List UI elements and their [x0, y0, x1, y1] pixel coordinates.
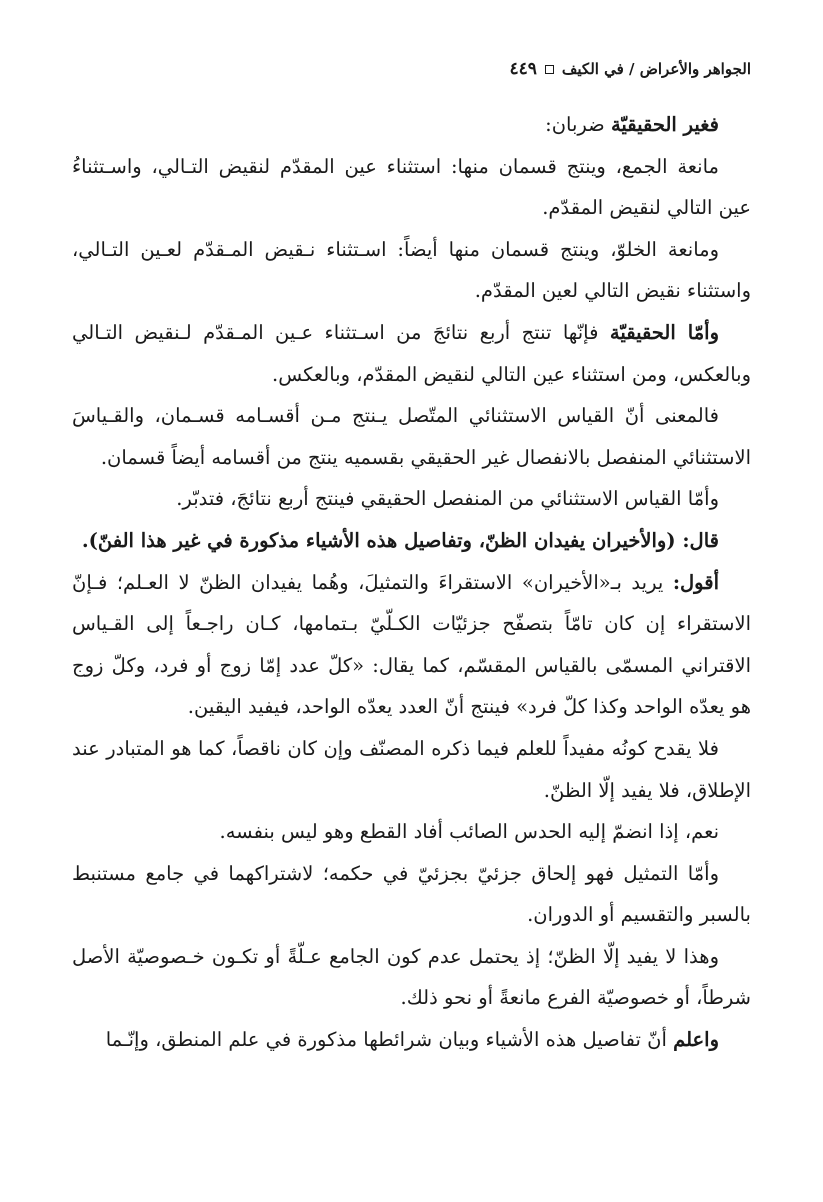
paragraph: [72, 936, 751, 1019]
paragraph-text: مانعة الجمع، وينتج قسمان منها: استثناء عين المقدّم لنقيض التـالي، واسـتثناءُ عين التالي لنقيض المقدّم.: [72, 154, 751, 220]
paragraph-text: (والأخيران يفيدان الظنّ، وتفاصيل هذه الأشياء مذكورة في غير هذا الفنّ).: [81, 528, 683, 552]
paragraph: [72, 146, 751, 229]
paragraph-lead: وأمّا الحقيقيّة: [609, 320, 719, 344]
running-header: [72, 52, 751, 86]
paragraph-lead: قال:: [682, 528, 719, 552]
paragraph: [72, 478, 751, 520]
paragraph: [72, 312, 751, 395]
paragraph-lead: واعلم: [673, 1028, 719, 1052]
paragraph: [72, 728, 751, 811]
paragraph: [72, 395, 751, 478]
paragraph-text: أنّ تفاصيل هذه الأشياء وبيان شرائطها مذكورة في علم المنطق، وإنّـما: [105, 1028, 674, 1052]
paragraph-text: وأمّا التمثيل فهو إلحاق جزئيّ بجزئيّ في حكمه؛ لاشتراكهما في جامع مستنبط بالسبر والتقسيم أو الدوران.: [72, 861, 751, 927]
page-number: ٤٤٩: [509, 59, 537, 79]
paragraph: [72, 104, 751, 146]
paragraph-text: وأمّا القياس الاستثنائي من المنفصل الحقيقي فينتج أربع نتائجَ، فتدبّر.: [176, 487, 719, 511]
paragraph-lead: فغير الحقيقيّة: [610, 113, 719, 136]
paragraph: [72, 562, 751, 728]
quoted-matn: [72, 520, 751, 562]
running-header-title: الجواهر والأعراض / في الكيف: [561, 60, 751, 78]
paragraph: [72, 229, 751, 312]
paragraph-text: نعم، إذا انضمّ إليه الحدس الصائب أفاد القطع وهو ليس بنفسه.: [219, 820, 719, 844]
paragraph-text: يريد بـ«الأخيران» الاستقراءَ والتمثيلَ، وهُما يفيدان الظنّ لا العـلم؛ فـإنّ الاستقراء إن كان تامّاً بتصفّح جزئيّات الكـلّيّ بـتمامها، كـان راجـعاً إلى القـياس الاقتراني المسمّى بالقياس المقسّم، كما يقال: «كلّ عدد إمّا زوج أو فرد، وكلّ زوج هو يعدّه الواحد وكذا كلّ فرد» فينتج أنّ العدد يعدّه الواحد، فيفيد اليقين.: [72, 570, 751, 719]
square-separator-icon: [545, 65, 554, 74]
paragraph-text: ضربان:: [545, 113, 611, 136]
paragraph-lead: أقول:: [672, 570, 719, 594]
paragraph-text: فإنّها تنتج أربع نتائجَ من اسـتثناء عـين المـقدّم لـنقيض التـالي وبالعكس، ومن استثناء عين التالي لنقيض المقدّم، وبالعكس.: [72, 320, 751, 386]
paragraph-text: فالمعنى أنّ القياس الاستثنائي المتّصل يـنتج مـن أقسـامه قسـمان، والقـياسَ الاستثنائي المنفصل بالانفصال غير الحقيقي بقسميه ينتج من أقسامه أيضاً قسمان.: [72, 404, 751, 469]
paragraph: [72, 853, 751, 936]
paragraph: [72, 811, 751, 853]
paragraph: [72, 1019, 751, 1061]
paragraph-text: وهذا لا يفيد إلّا الظنّ؛ إذ يحتمل عدم كون الجامع عـلّةً أو تكـون خـصوصيّة الأصل شرطاً، أو خصوصيّة الفرع مانعةً أو نحو ذلك.: [72, 944, 751, 1010]
paragraph-text: فلا يقدح كونُه مفيداً للعلم فيما ذكره المصنّف وإن كان ناقصاً، كما هو المتبادر عند الإطلاق، فلا يفيد إلّا الظنّ.: [72, 736, 751, 802]
document-body: [72, 104, 751, 1061]
paragraph-text: ومانعة الخلوّ، وينتج قسمان منها أيضاً: اسـتثناء نـقيض المـقدّم لعـين التـالي، واستثناء نقيض التالي لعين المقدّم.: [72, 237, 751, 303]
